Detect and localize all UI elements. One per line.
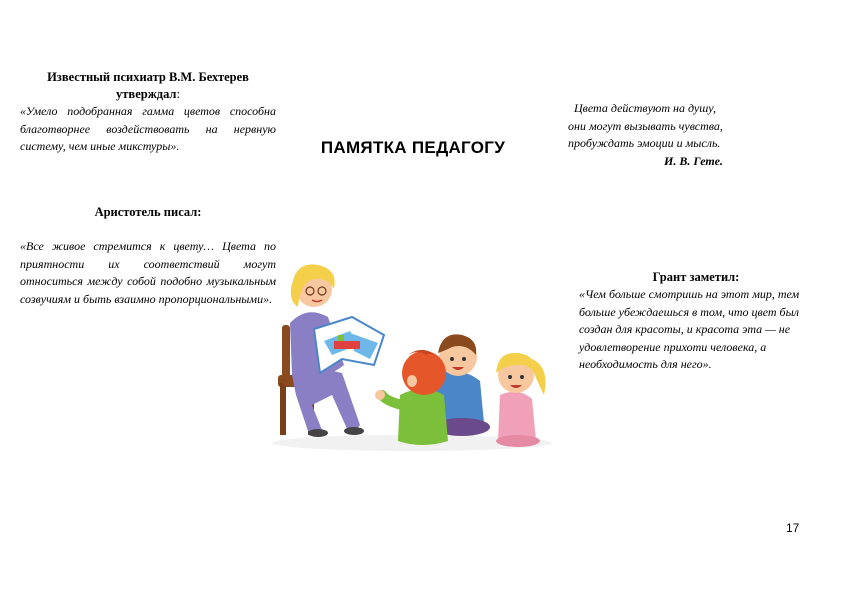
goethe-line-2: они могут вызывать чувства, bbox=[568, 118, 723, 133]
goethe-line-1: Цвета действуют на душу, bbox=[574, 101, 717, 115]
grant-section bbox=[579, 269, 801, 374]
aristotle-heading: Аристотель писал: bbox=[94, 205, 202, 219]
bekhterev-section bbox=[20, 69, 276, 156]
aristotle-quote: «Все живое стремится к цвету… Цвета по приятности их соответствий могут относиться между собой подобно музыкальным созвучиям и быть взаимно пропорциональными». bbox=[20, 239, 276, 306]
bekhterev-quote: «Умело подобранная гамма цветов способна благотворнее воздействовать на нервную систему, чем иные микстуры». bbox=[20, 104, 276, 153]
bekhterev-heading-colon: : bbox=[176, 87, 180, 101]
picture-book-icon bbox=[314, 317, 384, 373]
goethe-author: И. В. Гете. bbox=[664, 153, 723, 168]
boy-red-hair-icon bbox=[375, 350, 448, 445]
girl-listening-icon bbox=[496, 353, 546, 447]
grant-heading: Грант заметил: bbox=[652, 270, 740, 284]
page-number: 17 bbox=[786, 521, 800, 535]
bekhterev-heading-verb: утверждал bbox=[116, 87, 177, 101]
teacher-reading-to-children-illustration bbox=[262, 255, 566, 455]
goethe-line-3: пробуждать эмоции и мысль. bbox=[568, 136, 721, 150]
bekhterev-heading-line2 bbox=[20, 86, 276, 103]
bekhterev-heading-line1: Известный психиатр В.М. Бехтерев bbox=[47, 70, 249, 84]
bekhterev-heading bbox=[20, 69, 276, 103]
goethe-section bbox=[568, 100, 808, 170]
grant-quote: «Чем больше смотришь на этот мир, тем больше убеждаешься в том, что цвет был создан для красоты, и красота эта — не удовлетворение прихоти человека, а необходимость для него». bbox=[579, 287, 800, 371]
aristotle-section bbox=[20, 204, 276, 308]
page-title: ПАМЯТКА ПЕДАГОГУ bbox=[320, 138, 506, 157]
